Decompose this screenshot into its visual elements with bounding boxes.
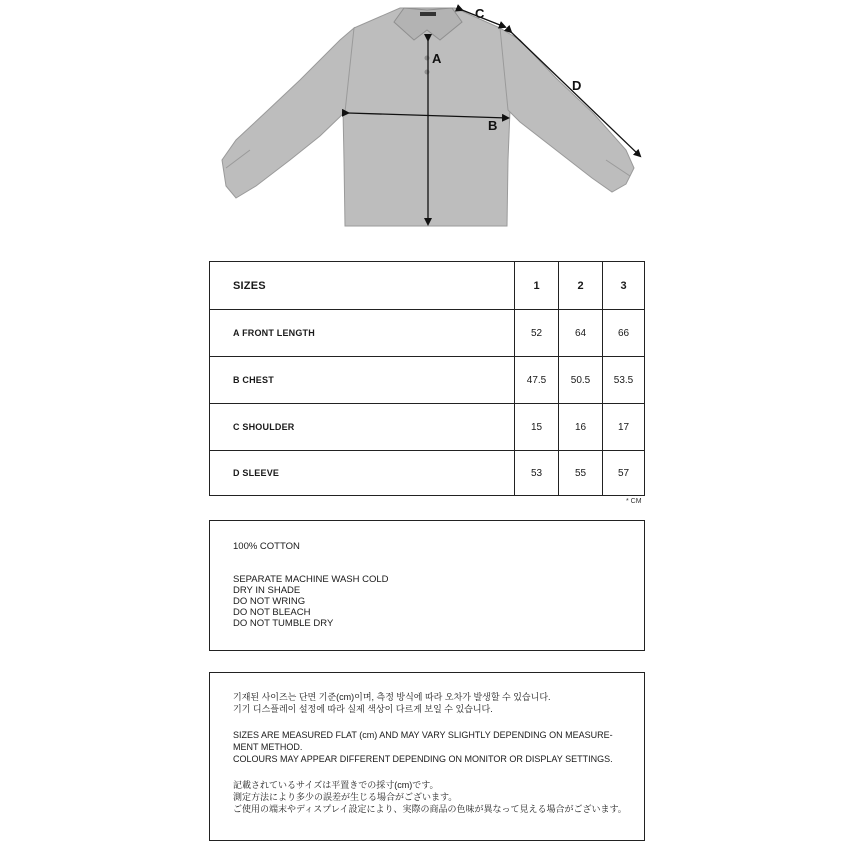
neck-label <box>420 12 436 16</box>
size-table-header <box>210 262 644 309</box>
table-cell: 16 <box>558 404 602 450</box>
table-row <box>210 356 644 403</box>
notice-english <box>233 729 644 765</box>
size-table <box>209 261 645 496</box>
table-cell: 66 <box>602 310 644 356</box>
notice-line: COLOURS MAY APPEAR DIFFERENT DEPENDING ON MONITOR OR DISPLAY SETTINGS. <box>233 754 613 764</box>
size-2-heading: 2 <box>558 262 602 309</box>
table-row <box>210 403 644 450</box>
placket-button <box>425 70 430 75</box>
material-text: 100% COTTON <box>233 541 300 552</box>
marker-c: C <box>475 6 485 21</box>
notice-line: SIZES ARE MEASURED FLAT (cm) AND MAY VARY SLIGHTLY DEPENDING ON MEASURE- <box>233 730 613 740</box>
table-cell: 53 <box>514 451 558 495</box>
marker-a: A <box>432 51 442 66</box>
marker-d: D <box>572 78 582 93</box>
table-cell: 17 <box>602 404 644 450</box>
right-sleeve <box>500 28 634 192</box>
care-instruction: DO NOT TUMBLE DRY <box>233 618 334 629</box>
left-sleeve <box>222 28 354 198</box>
row-label: A FRONT LENGTH <box>233 328 315 338</box>
table-cell: 64 <box>558 310 602 356</box>
table-cell: 47.5 <box>514 357 558 403</box>
table-row <box>210 309 644 356</box>
table-row <box>210 450 644 495</box>
care-instruction: SEPARATE MACHINE WASH COLD <box>233 574 389 585</box>
notice-korean <box>233 691 644 715</box>
notice-line: 기기 디스플레이 설정에 따라 실제 색상이 다르게 보일 수 있습니다. <box>233 704 493 714</box>
care-instruction: DRY IN SHADE <box>233 585 301 596</box>
notice-japanese <box>233 779 644 815</box>
measurement-notice-box <box>209 672 645 841</box>
unit-note: * CM <box>626 498 642 505</box>
care-instruction: DO NOT WRING <box>233 596 306 607</box>
table-cell: 50.5 <box>558 357 602 403</box>
table-cell: 55 <box>558 451 602 495</box>
care-instruction: DO NOT BLEACH <box>233 607 311 618</box>
row-label: D SLEEVE <box>233 468 280 478</box>
notice-line: MENT METHOD. <box>233 742 303 752</box>
table-cell: 52 <box>514 310 558 356</box>
care-instructions-box <box>209 520 645 651</box>
table-cell: 53.5 <box>602 357 644 403</box>
size-1-heading: 1 <box>514 262 558 309</box>
placket-button <box>425 56 430 61</box>
row-label: C SHOULDER <box>233 422 295 432</box>
sizes-heading: SIZES <box>233 279 266 292</box>
notice-line: ご使用の端末やディスプレイ設定により、実際の商品の色味が異なって見える場合がございます。 <box>233 804 627 814</box>
polo-shirt-illustration <box>0 0 856 240</box>
size-3-heading: 3 <box>602 262 644 309</box>
marker-b: B <box>488 118 498 133</box>
table-cell: 57 <box>602 451 644 495</box>
notice-line: 記載されているサイズは平置きでの採寸(cm)です。 <box>233 780 439 790</box>
row-label: B CHEST <box>233 375 274 385</box>
notice-line: 測定方法により多少の誤差が生じる場合がございます。 <box>233 792 458 802</box>
table-cell: 15 <box>514 404 558 450</box>
notice-line: 기재된 사이즈는 단면 기준(cm)이며, 측정 방식에 따라 오차가 발생할 수 있습니다. <box>233 692 551 702</box>
garment-diagram <box>0 0 856 240</box>
